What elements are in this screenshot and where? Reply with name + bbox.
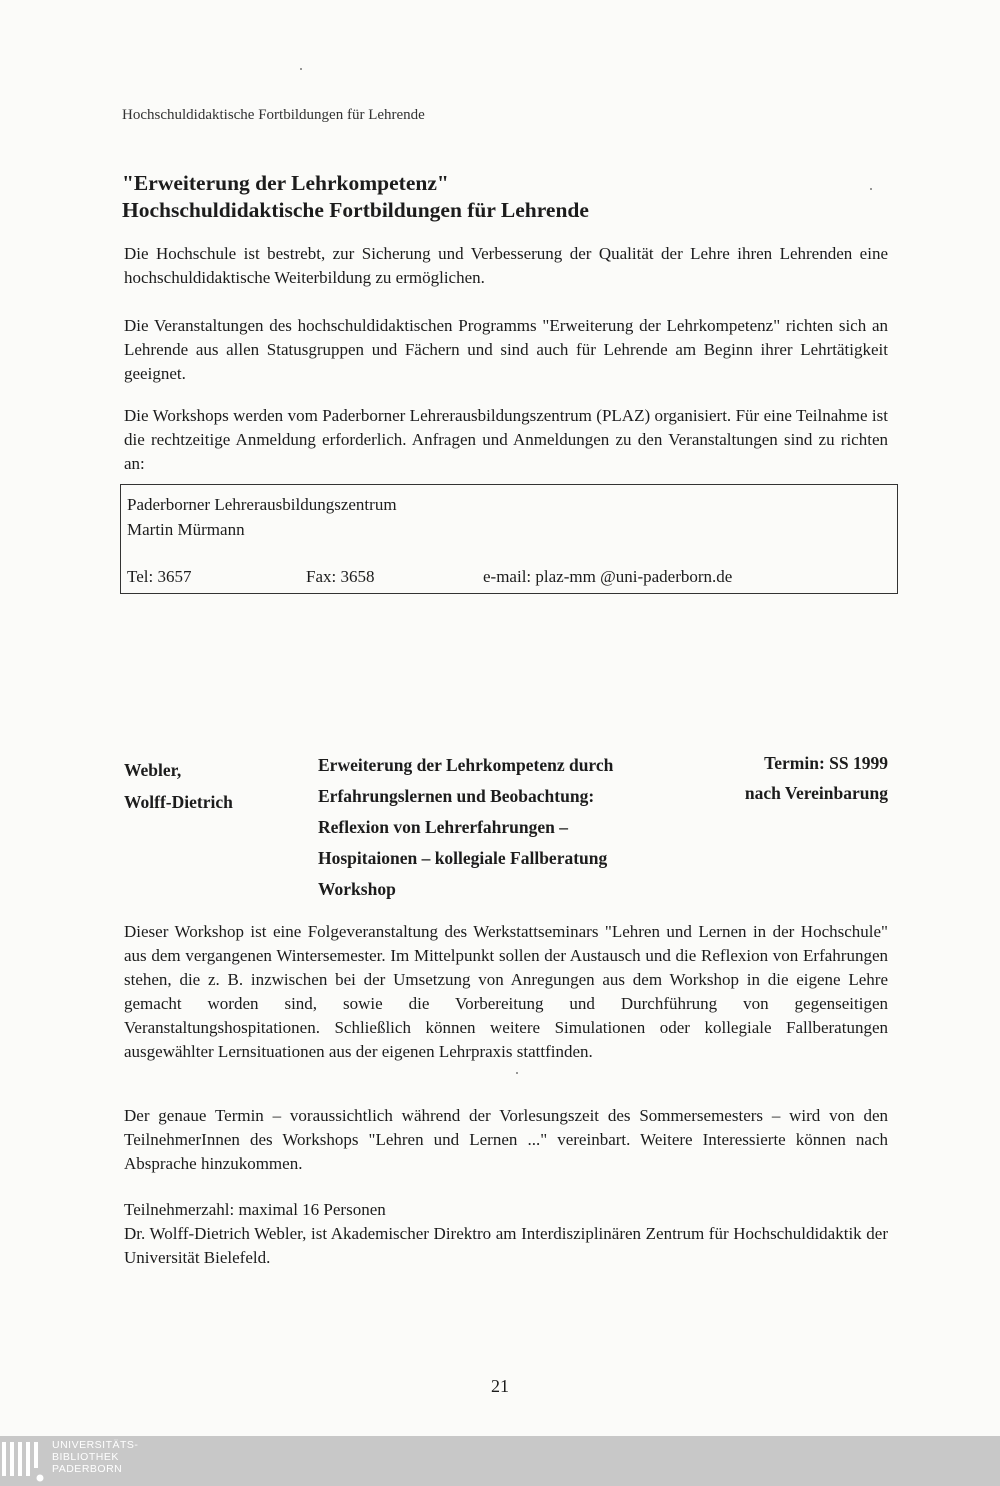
event-term-semester: Termin: SS 1999 xyxy=(764,753,888,773)
running-header: Hochschuldidaktische Fortbildungen für Lehrende xyxy=(122,107,425,123)
document-title xyxy=(122,170,589,224)
page-number: 21 xyxy=(491,1376,509,1396)
event-schedule: Der genaue Termin – voraussichtlich während der Vorlesungszeit des Sommersemesters – wird von den TeilnehmerInnen des Workshops "Lehren und Lernen ..." vereinbart. Weitere Interessierte können nach Absprache hinzukommen. xyxy=(124,1106,888,1173)
event-type: Workshop xyxy=(318,879,396,899)
document-title-line1: "Erweiterung der Lehrkompetenz" xyxy=(122,171,449,195)
library-name-line2: BIBLIOTHEK xyxy=(52,1451,119,1463)
event-title-line: Reflexion von Lehrerfahrungen – xyxy=(318,817,569,837)
event-author xyxy=(124,754,233,818)
event-author-bio: Dr. Wolff-Dietrich Webler, ist Akademischer Direktro am Interdisziplinären Zentrum für Hochschuldidaktik der Universität Bielefeld. xyxy=(124,1224,888,1267)
event-title-line: Erweiterung der Lehrkompetenz durch xyxy=(318,755,614,775)
event-title-line: Hospitaionen – kollegiale Fallberatung xyxy=(318,848,608,868)
intro-paragraph-2: Die Veranstaltungen des hochschuldidaktischen Programms "Erweiterung der Lehrkompetenz" richten sich an Lehrende aus allen Statusgruppen und Fächern und sind auch für Lehrende am Beginn ihrer Lehrtätigkeit geeignet. xyxy=(124,316,888,383)
scan-speck xyxy=(516,1072,518,1074)
library-name-line1: UNIVERSITÄTS- xyxy=(52,1439,139,1451)
contact-fax: Fax: 3658 xyxy=(306,567,375,586)
contact-phone: Tel: 3657 xyxy=(127,567,192,586)
contact-organization: Paderborner Lehrerausbildungszentrum xyxy=(127,495,397,514)
intro-paragraph-3: Die Workshops werden vom Paderborner Lehrerausbildungszentrum (PLAZ) organisiert. Für eine Teilnahme ist die rechtzeitige Anmeldung erforderlich. Anfragen und Anmeldungen zu den Veranstaltungen sind zu richten an: xyxy=(124,406,888,473)
event-term-note: nach Vereinbarung xyxy=(744,783,888,803)
contact-box xyxy=(120,484,898,594)
intro-paragraph-1: Die Hochschule ist bestrebt, zur Sicherung und Verbesserung der Qualität der Lehre ihren Lehrenden eine hochschuldidaktische Weiterbildung zu ermöglichen. xyxy=(124,244,888,287)
library-name-line3: PADERBORN xyxy=(52,1463,123,1475)
scan-speck xyxy=(870,188,872,190)
event-participants: Teilnehmerzahl: maximal 16 Personen xyxy=(124,1200,386,1219)
event-author-surname: Webler, xyxy=(124,760,182,780)
event-description: Dieser Workshop ist eine Folgeveranstaltung des Werkstattseminars "Lehren und Lernen in der Hochschule" aus dem vergangenen Wintersemester. Im Mittelpunkt sollen der Austausch und die Reflexion von Erfahrungen stehen, die z. B. inzwischen bei der Umsetzung von Anregungen aus dem Workshop in die eigene Lehre gemacht worden sind, sowie die Vorbereitung und Durchführung von gegenseitigen Veranstaltungshospitationen. Schließlich können weitere Simulationen oder kollegiale Fallberatungen ausgewählter Lernsituationen aus der eigenen Lehrpraxis stattfinden. xyxy=(124,922,888,1061)
contact-email: e-mail: plaz-mm @uni-paderborn.de xyxy=(483,567,733,586)
library-logo-icon xyxy=(0,1438,50,1484)
event-title-line: Erfahrungslernen und Beobachtung: xyxy=(318,786,595,806)
event-details xyxy=(124,1198,888,1270)
scan-speck xyxy=(300,68,302,70)
library-name xyxy=(52,1439,138,1475)
library-footer xyxy=(0,1436,1000,1486)
event-author-forename: Wolff-Dietrich xyxy=(124,792,233,812)
event-term xyxy=(638,748,888,808)
contact-person: Martin Mürmann xyxy=(127,520,245,539)
document-title-line2: Hochschuldidaktische Fortbildungen für Lehrende xyxy=(122,198,589,222)
